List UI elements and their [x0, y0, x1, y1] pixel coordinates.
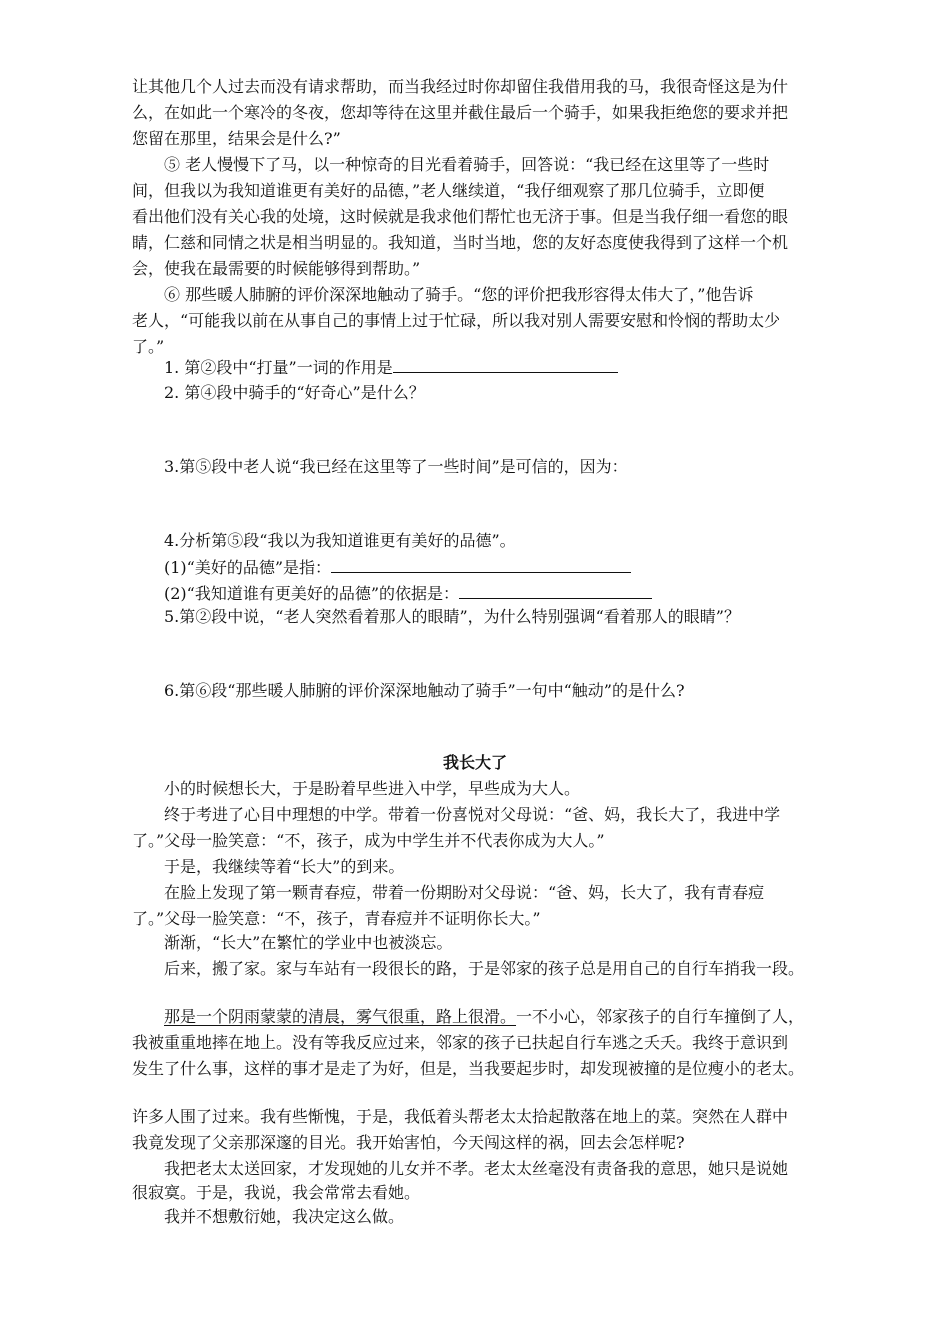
- answer-blank[interactable]: [393, 356, 618, 373]
- paragraph-line: 渐渐，“长大”在繁忙的学业中也被淡忘。: [164, 933, 453, 952]
- question-1: [164, 356, 618, 379]
- paragraph-line: 终于考进了心目中理想的中学。带着一份喜悦对父母说：“爸、妈，我长大了，我进中学: [164, 805, 781, 824]
- paragraph-line: 小的时候想长大，于是盼着早些进入中学，早些成为大人。: [164, 779, 581, 798]
- paragraph-line: 发生了什么事，这样的事才是走了为好，但是，当我要起步时，却发现被撞的是位瘦小的老太。: [132, 1059, 805, 1078]
- paragraph-line: [164, 1006, 804, 1028]
- paragraph-6-line: 老人，“可能我以前在从事自己的事情上过于忙碌，所以我对别人需要安慰和怜悯的帮助太少: [132, 311, 781, 330]
- question-4-2-text: (2)“我知道谁有更美好的品德”的依据是：: [164, 584, 460, 603]
- question-4-2: [164, 582, 652, 605]
- question-2: 2. 第④段中骑手的“好奇心”是什么？: [164, 383, 425, 402]
- paragraph-line: 我并不想敷衍她，我决定这么做。: [164, 1207, 405, 1226]
- question-6: 6.第⑥段“那些暖人肺腑的评价深深地触动了骑手”一句中“触动”的是什么?: [164, 681, 685, 700]
- paragraph-line: 我被重重地摔在地上。没有等我反应过来，邻家的孩子已扶起自行车逃之夭夭。我终于意识到: [132, 1033, 789, 1052]
- question-3: 3.第⑤段中老人说“我已经在这里等了一些时间”是可信的，因为：: [164, 457, 628, 476]
- paragraph-line: 让其他几个人过去而没有请求帮助，而当我经过时你却留住我借用我的马，我很奇怪这是为什: [132, 77, 789, 96]
- paragraph-6-line: 了。”: [132, 337, 165, 356]
- paragraph-line: 么，在如此一个寒冷的冬夜，您却等待在这里并截住最后一个骑手，如果我拒绝您的要求并把: [132, 103, 789, 122]
- paragraph-line: 于是，我继续等着“长大”的到来。: [164, 857, 405, 876]
- question-4: 4.分析第⑤段“我以为我知道谁更有美好的品德”。: [164, 531, 516, 550]
- passage-title: 我长大了: [443, 753, 508, 772]
- answer-blank[interactable]: [331, 556, 631, 573]
- paragraph-6-line: ⑥ 那些暖人肺腑的评价深深地触动了骑手。“您的评价把我形容得太伟大了，”他告诉: [164, 285, 754, 304]
- paragraph-5-line: ⑤ 老人慢慢下了马，以一种惊奇的目光看着骑手，回答说：“我已经在这里等了一些时: [164, 155, 770, 174]
- paragraph-line: 您留在那里，结果会是什么?”: [132, 129, 341, 148]
- paragraph-line: 在脸上发现了第一颗青春痘，带着一份期盼对父母说：“爸、妈，长大了，我有青春痘: [164, 883, 765, 902]
- underlined-sentence: 那是一个阴雨蒙蒙的清晨，雾气很重，路上很滑。: [164, 1007, 517, 1026]
- paragraph-line: 我把老太太送回家，才发现她的儿女并不孝。老太太丝毫没有责备我的意思，她只是说她: [164, 1159, 789, 1178]
- question-4-1-text: (1)“美好的品德”是指：: [164, 558, 332, 577]
- question-1-text: 1. 第②段中“打量”一词的作用是: [164, 358, 393, 377]
- paragraph-line: 很寂寞。于是，我说，我会常常去看她。: [132, 1183, 421, 1202]
- paragraph-5-line: 睛，仁慈和同情之状是相当明显的。我知道，当时当地，您的友好态度使我得到了这样一个机: [132, 233, 789, 252]
- paragraph-line: 许多人围了过来。我有些惭愧，于是，我低着头帮老太太拾起散落在地上的菜。突然在人群中: [132, 1107, 789, 1126]
- paragraph-line: 了。”父母一脸笑意：“不，孩子，青春痘并不证明你长大。”: [132, 909, 541, 928]
- paragraph-5-line: 间，但我以为我知道谁更有美好的品德，”老人继续道，“我仔细观察了那几位骑手，立即便: [132, 181, 765, 200]
- question-4-1: [164, 556, 631, 579]
- paragraph-5-line: 看出他们没有关心我的处境，这时候就是我求他们帮忙也无济于事。但是当我仔细一看您的眼: [132, 207, 789, 226]
- question-5: 5.第②段中说，“老人突然看着那人的眼睛”，为什么特别强调“看着那人的眼睛”？: [164, 607, 740, 626]
- answer-blank[interactable]: [459, 582, 652, 599]
- paragraph-5-line: 会，使我在最需要的时候能够得到帮助。”: [132, 259, 421, 278]
- paragraph-line: 后来，搬了家。家与车站有一段很长的路，于是邻家的孩子总是用自己的自行车捎我一段。: [164, 959, 805, 978]
- paragraph-line: 我竟发现了父亲那深邃的目光。我开始害怕，今天闯这样的祸，回去会怎样呢?: [132, 1133, 685, 1152]
- paragraph-line: 了。”父母一脸笑意：“不，孩子，成为中学生并不代表你成为大人。”: [132, 831, 605, 850]
- sentence-rest: 一不小心，邻家孩子的自行车撞倒了人，: [516, 1007, 805, 1026]
